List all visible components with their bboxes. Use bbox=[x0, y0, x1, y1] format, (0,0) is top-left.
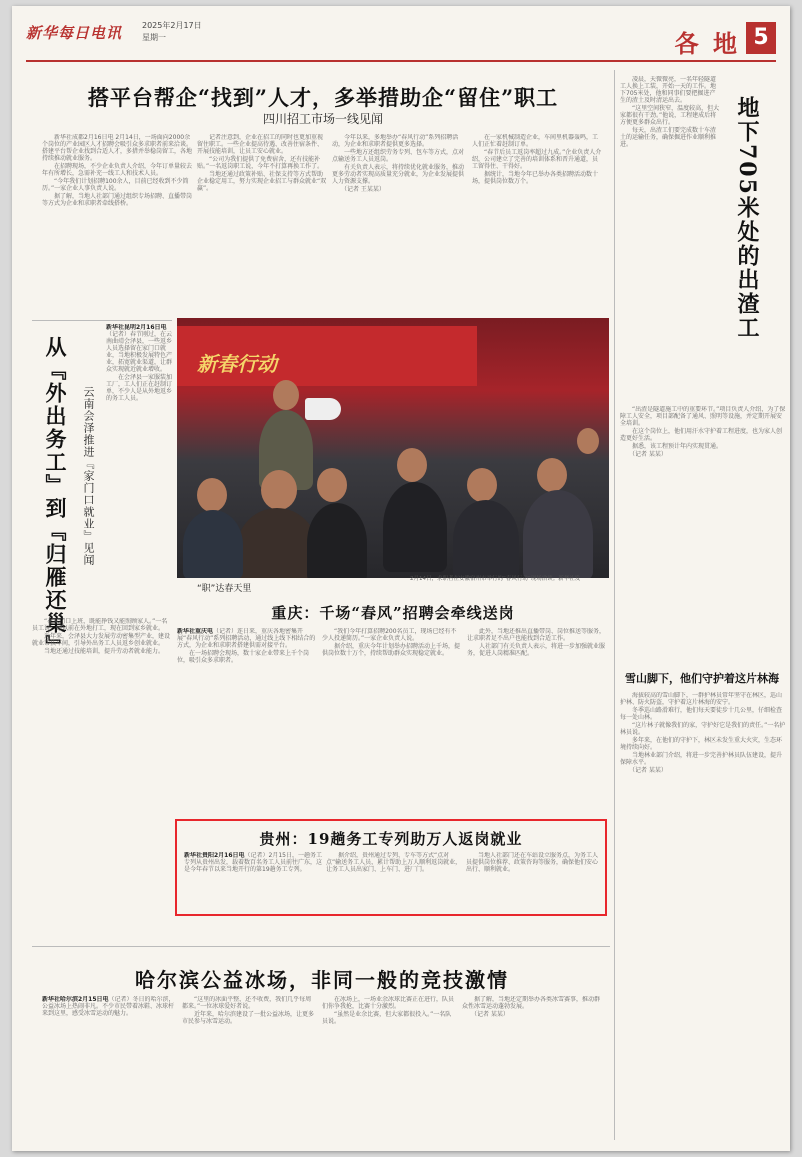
page-number: 5 bbox=[746, 22, 776, 54]
guizhou-body-col3: 当地人社部门还在车站设立服务点，为务工人员提供岗位推荐、政策咨询等服务，确保他们安心出行、顺利就业。 bbox=[466, 852, 599, 873]
photo-figure-body bbox=[237, 508, 317, 578]
photo-banner bbox=[177, 326, 477, 386]
news-photo bbox=[177, 318, 609, 578]
photo-caption: “职”达春天里 bbox=[197, 584, 252, 594]
chongqing-body-col1: 新华社重庆电（记者）连日来，重庆各地密集开展“春风行动”系列招聘活动，通过线上线下相结合的方式，为企业和求职者搭建供需对接平台。 在一场招聘会现场，数十家企业带来上千个岗位，吸引众多求职者。 bbox=[177, 628, 316, 664]
megaphone-icon bbox=[305, 398, 341, 420]
photo-figure-body bbox=[523, 490, 593, 578]
left-story-body-2: “在家门口上班，既能挣钱又能照顾家人。”一名员工说，她以前在外地打工，现在回到家乡就业。 近年来，会泽县大力发展劳动密集型产业，建设就业帮扶车间，引导外出务工人员返乡创业就业。 当地还通过技能培训，提升劳动者就业能力。 bbox=[32, 618, 171, 655]
section-name: 各 地 bbox=[674, 29, 740, 58]
left-story-headline: 从『外出务工』到『归雁还巢』 bbox=[43, 336, 68, 658]
photo-figure-body bbox=[183, 510, 243, 578]
right-story-body-2: “出渣是隧道施工中的重要环节。”项目负责人介绍，为了保障工人安全，项目部配备了通风、照明等设施，并定期开展安全培训。 在这个岗位上，他们用汗水守护着工程进度，也为家人创造更好生活。 据悉，该工程预计年内实现贯通。 （记者 某某） bbox=[620, 406, 786, 458]
section-divider bbox=[32, 946, 610, 947]
photo-figure-body bbox=[453, 500, 519, 578]
chongqing-headline: 重庆：千场“春风”招聘会牵线送岗 bbox=[271, 604, 515, 622]
lead-subheadline: 四川招工市场一线见闻 bbox=[262, 112, 383, 126]
snow-story-headline: 雪山脚下，他们守护着这片林海 bbox=[625, 672, 779, 685]
photo-figure bbox=[261, 470, 297, 510]
harbin-body-col1: 新华社哈尔滨2月15日电（记者）冬日的哈尔滨，公益冰场上热闹非凡。不少市民带着冰鞋、冰球杆来到这里，感受冰雪运动的魅力。 bbox=[42, 996, 175, 1017]
photo-figure bbox=[397, 448, 427, 482]
newspaper-page bbox=[12, 6, 790, 1151]
harbin-headline: 哈尔滨公益冰场，非同一般的竞技激情 bbox=[135, 968, 509, 992]
lead-body-col1: 新华社成都2月16日电 2月14日，一场面向2000余个岗位的产业园区人才招聘会吸引众多求职者前来洽谈。搭建平台帮企业找到合适人才，多措并举稳岗留工，各地持续推动就业服务。 在招聘现场，不少企业负责人介绍，今年订单量较去年有所增长，急需补充一线工人和技术人员。 “今年我们计划招聘100余人，目前已经收到不少简历。”一家企业人事负责人说。 据了解，当地人社部门通过组织专场招聘、直播带岗等方式为企业和求职者牵线搭桥。 bbox=[42, 134, 192, 207]
photo-figure bbox=[537, 458, 567, 492]
photo-figure bbox=[577, 428, 599, 454]
publication-date: 2025年2月17日 bbox=[142, 21, 202, 30]
section-divider bbox=[32, 320, 172, 321]
newspaper-logo: 新华每日电讯 bbox=[26, 24, 123, 42]
left-story-subheadline: 云南会泽推进『家门口就业』见闻 bbox=[82, 386, 95, 566]
photo-figure bbox=[467, 468, 497, 502]
chongqing-body-col3: 此外，当地还推出直播带岗、岗位推送等服务，让求职者足不出户也能找到合适工作。 人社部门有关负责人表示，将进一步加强就业服务，促进人岗精准匹配。 bbox=[467, 628, 606, 657]
photo-figure-speaker bbox=[273, 380, 299, 410]
lead-body-col2: 记者注意到，企业在招工的同时也更加重视留住职工。一些企业提高待遇、改善住宿条件、开展技能培训，让员工安心就业。 “公司为我们提供了免费宿舍，还有技能补贴。”一名返岗职工说，今年不打算再换工作了。 当地还通过政策补贴、社保支持等方式帮助企业稳定用工，努力实现企业招工与群众就业“双赢”。 bbox=[197, 134, 327, 192]
guizhou-body-col2: 据介绍，贵州通过专列、专车等方式“点对点”输送务工人员，累计帮助上万人顺利返岗就业，让务工人员出家门、上车门、进厂门。 bbox=[326, 852, 462, 873]
lead-headline: 搭平台帮企“找到”人才，多举措助企“留住”职工 bbox=[87, 85, 559, 110]
harbin-body-col2: “这里的冰面平整，还不收费，我们几乎每周都来。”一位冰球爱好者说。 近年来，哈尔滨建设了一批公益冰场，让更多市民参与冰雪运动。 bbox=[182, 996, 315, 1025]
masthead bbox=[26, 16, 776, 62]
photo-banner-text: 新春行动 bbox=[197, 352, 277, 376]
snow-story-body: 海拔较高的雪山脚下，一群护林员常年坚守在林区，巡山护林、防火防盗，守护着这片林海的安宁。 冬季巡山路滑难行，他们每天要徒步十几公里，仔细检查每一处山林。 “这片林子就像我们的家，守护好它是我们的责任。”一名护林员说。 多年来，在他们的守护下，林区未发生重大火灾，生态环境持续向好。 当地林业部门介绍，将进一步完善护林员队伍建设，提升保障水平。 （记者 某某） bbox=[620, 692, 786, 774]
column-divider bbox=[614, 70, 615, 1140]
photo-figure-body bbox=[383, 482, 447, 572]
photo-figure bbox=[197, 478, 227, 512]
left-story-body: 新华社昆明2月16日电（记者）春节刚过，在云南曲靖会泽县，一些返乡人员选择留在家门口就业，当地积极发展特色产业，拓宽就业渠道，让群众实现就近就业增收。 在会泽县一家服装加工厂，工人们正在赶制订单，不少人是从外地返乡的务工人员。 bbox=[106, 324, 172, 402]
lead-body-col3: 今年以来，多地举办“春风行动”系列招聘活动，为企业和求职者提供更多选择。 一些地方还组织劳务专列、包车等方式，点对点输送务工人员返岗。 有关负责人表示，将持续优化就业服务，推动更多劳动者实现高质量充分就业，为企业发展提供人力资源支撑。 （记者 王某某） bbox=[332, 134, 465, 193]
publication-weekday: 星期一 bbox=[142, 33, 166, 42]
right-story-body: 凌晨，天微微亮，一名年轻隧道工人换上工装，开始一天的工作。地下705米处，他和同事们要把掘进产生的渣土及时清运出去。 “这里空间狭窄，温度较高，但大家都很有干劲。”他说，工程建成后将方便更多群众出行。 每天，出渣工们要完成数十车渣土的运输任务，确保掘进作业顺利推进。 bbox=[620, 76, 720, 148]
harbin-body-col3: 在冰场上，一场业余冰球比赛正在进行，队员们你争我抢，比赛十分激烈。 “虽然是业余比赛，但大家都很投入。”一名队员说。 bbox=[322, 996, 455, 1025]
lead-body-col4: 在一家机械制造企业，车间里机器轰鸣，工人们正忙着赶制订单。 “春节后员工返岗率超过九成。”企业负责人介绍，公司建立了完善的培训体系和晋升通道，员工留得住、干得好。 据统计，当地今年已举办各类招聘活动数十场，提供岗位数万个。 bbox=[472, 134, 602, 185]
harbin-body-col4: 据了解，当地还定期举办各类冰雪赛事，推动群众性冰雪运动蓬勃发展。 （记者 某某） bbox=[462, 996, 601, 1018]
guizhou-headline: 贵州：19趟务工专列助万人返岗就业 bbox=[259, 830, 523, 848]
guizhou-body-col1: 新华社贵阳2月16日电（记者）2月15日，一趟务工专列从贵州出发，载着数百名务工人员前往广东，这是今年春节以来当地开行的第19趟务工专列。 bbox=[184, 852, 322, 873]
chongqing-body-col2: “我们今年打算招聘200名员工，现场已经有不少人投递简历。”一家企业负责人说。 据介绍，重庆今年计划举办招聘活动上千场，提供岗位数十万个，持续帮助群众实现稳定就业。 bbox=[322, 628, 461, 657]
right-story-headline: 地下705米处的出渣工 bbox=[734, 96, 760, 340]
photo-figure-body bbox=[307, 503, 367, 578]
photo-description: 2月14日，求职者在安徽宿州市举行的“春风行动”现场洽谈。新华社发 bbox=[410, 576, 581, 582]
photo-figure bbox=[317, 468, 347, 502]
